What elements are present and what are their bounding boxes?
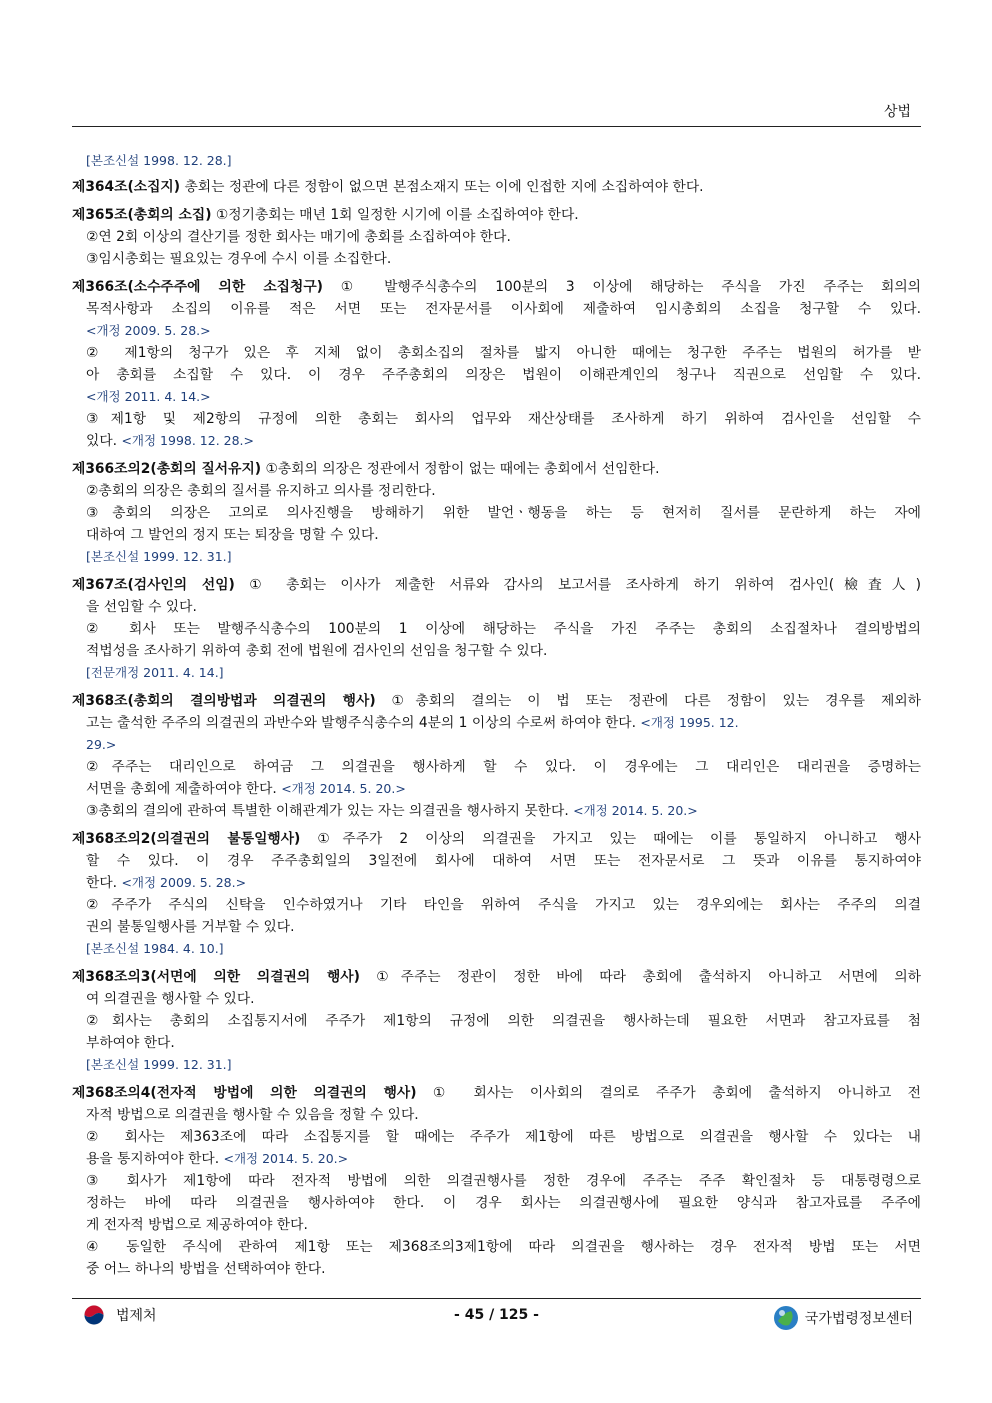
article-first-line xyxy=(72,176,921,198)
article-paragraph-line xyxy=(72,1148,921,1170)
article-first-line xyxy=(72,458,921,480)
amendment-note: 29.> xyxy=(86,737,117,752)
article-paragraph-line xyxy=(72,524,921,546)
amendment-note: [본조신설 1999. 12. 31.] xyxy=(86,549,232,564)
article-block xyxy=(72,276,921,452)
article-paragraph-line xyxy=(72,850,921,872)
article-paragraph-line xyxy=(72,1258,921,1280)
article-paragraph-line xyxy=(72,386,921,408)
article-text: 부하여야 한다. xyxy=(86,1035,175,1051)
article-first-line xyxy=(72,828,921,850)
article-heading: 제366조의2(총회의 질서유지) xyxy=(72,461,262,477)
article-heading: 제365조(총회의 소집) xyxy=(72,207,212,223)
article-text: ① 회사는 이사회의 결의로 주주가 총회에 출석하지 아니하고 전 xyxy=(416,1085,921,1101)
article-paragraph-line xyxy=(72,248,921,270)
article-heading: 제367조(검사인의 선임) xyxy=(72,577,235,593)
article-paragraph-line xyxy=(72,546,921,568)
article-paragraph-line xyxy=(72,502,921,524)
article-text: ④ 동일한 주식에 관하여 제1항 또는 제368조의3제1항에 따라 의결권을 행사하는 경우 전자적 방법 또는 서면 xyxy=(86,1239,921,1255)
amendment-note: <개정 2009. 5. 28.> xyxy=(121,875,247,890)
page-footer xyxy=(72,1305,921,1331)
article-block xyxy=(72,574,921,684)
article-paragraph-line xyxy=(72,1214,921,1236)
document-body xyxy=(72,150,921,1286)
article-text: 중 어느 하나의 방법을 선택하여야 한다. xyxy=(86,1261,326,1277)
article-text: 총회는 정관에 다른 정함이 없으면 본점소재지 또는 이에 인접한 지에 소집하여야 한다. xyxy=(180,179,704,195)
article-text: ①주주가 2 이상의 의결권을 가지고 있는 때에는 이를 통일하지 아니하고 행사 xyxy=(300,831,921,847)
article-text: ② 제1항의 청구가 있은 후 지체 없이 총회소집의 절차를 밟지 아니한 때에는 청구한 주주는 법원의 허가를 받 xyxy=(86,345,921,361)
article-text: ②회사는 총회의 소집통지서에 주주가 제1항의 규정에 의한 의결권을 행사하는데 필요한 서면과 참고자료를 첨 xyxy=(86,1013,921,1029)
amendment-note: <개정 2014. 5. 20.> xyxy=(223,1151,349,1166)
article-text: ① 발행주식총수의 100분의 3 이상에 해당하는 주식을 가진 주주는 회의의 xyxy=(322,279,922,295)
article-text: 할 수 있다. 이 경우 주주총회일의 3일전에 회사에 대하여 서면 또는 전자문서로 그 뜻과 이유를 통지하여야 xyxy=(86,853,921,869)
article-text: ③제1항 및 제2항의 규정에 의한 총회는 회사의 업무와 재산상태를 조사하게 하기 위하여 검사인을 선임할 수 xyxy=(86,411,921,427)
article-paragraph-line xyxy=(72,342,921,364)
article-heading: 제368조의3(서면에 의한 의결권의 행사) xyxy=(72,969,360,985)
ministry-label: 법제처 xyxy=(116,1308,157,1324)
article-text: ②주주가 주식의 신탁을 인수하였거나 기타 타인을 위하여 주식을 가지고 있는 경우외에는 회사는 주주의 의결 xyxy=(86,897,921,913)
globe-logo-icon xyxy=(773,1305,799,1331)
article-text: 서면을 총회에 제출하여야 한다. xyxy=(86,781,282,797)
article-paragraph-line xyxy=(72,408,921,430)
article-text: 용을 통지하여야 한다. xyxy=(86,1151,224,1167)
article-paragraph-line xyxy=(72,1054,921,1076)
article-text: ③총회의 의장은 고의로 의사진행을 방해하기 위한 발언ㆍ행동을 하는 등 현저히 질서를 문란하게 하는 자에 xyxy=(86,505,921,521)
article-block xyxy=(72,828,921,960)
article-paragraph-line xyxy=(72,320,921,342)
article-text: 목적사항과 소집의 이유를 적은 서면 또는 전자문서를 이사회에 제출하여 임시총회의 소집을 청구할 수 있다. xyxy=(86,301,921,317)
article-text: ③총회의 결의에 관하여 특별한 이해관계가 있는 자는 의결권을 행사하지 못한다. xyxy=(86,803,574,819)
amendment-note: <개정 1998. 12. 28.> xyxy=(121,433,254,448)
article-text: 권의 불통일행사를 거부할 수 있다. xyxy=(86,919,295,935)
article-text: ②연 2회 이상의 결산기를 정한 회사는 매기에 총회를 소집하여야 한다. xyxy=(86,229,511,245)
article-paragraph-line xyxy=(72,1192,921,1214)
article-paragraph-line xyxy=(72,1032,921,1054)
article-paragraph-line xyxy=(72,916,921,938)
article-paragraph-line xyxy=(72,1010,921,1032)
article-paragraph-line xyxy=(72,734,921,756)
article-block xyxy=(72,690,921,822)
pre-article-note: [본조신설 1998. 12. 28.] xyxy=(86,153,232,168)
article-text: 자적 방법으로 의결권을 행사할 수 있음을 정할 수 있다. xyxy=(86,1107,419,1123)
article-text: 적법성을 조사하기 위하여 총회 전에 법원에 검사인의 선임을 청구할 수 있다. xyxy=(86,643,548,659)
article-text: ①총회의 의장은 정관에서 정함이 없는 때에는 총회에서 선임한다. xyxy=(261,461,660,477)
article-paragraph-line xyxy=(72,640,921,662)
amendment-note: [전문개정 2011. 4. 14.] xyxy=(86,665,224,680)
article-text: ② 회사는 제363조에 따라 소집통지를 할 때에는 주주가 제1항에 따른 방법으로 의결권을 행사할 수 있다는 내 xyxy=(86,1129,921,1145)
article-heading: 제368조의2(의결권의 불통일행사) xyxy=(72,831,301,847)
amendment-note: [본조신설 1984. 4. 10.] xyxy=(86,941,224,956)
article-paragraph-line xyxy=(72,596,921,618)
article-text: ①총회의 결의는 이 법 또는 정관에 다른 정함이 있는 경우를 제외하 xyxy=(375,693,921,709)
article-block xyxy=(72,176,921,198)
article-text: ① 총회는 이사가 제출한 서류와 감사의 보고서를 조사하게 하기 위하여 검사인(檢査人) xyxy=(234,577,921,593)
article-paragraph-line xyxy=(72,1126,921,1148)
article-paragraph-line xyxy=(72,872,921,894)
law-info-center-label: 국가법령정보센터 xyxy=(804,1311,913,1327)
article-block xyxy=(72,204,921,270)
article-text: ②총회의 의장은 총회의 질서를 유지하고 의사를 정리한다. xyxy=(86,483,436,499)
article-first-line xyxy=(72,690,921,712)
footer-right xyxy=(773,1305,913,1331)
amendment-note: <개정 2011. 4. 14.> xyxy=(86,389,211,404)
article-text: ③ 회사가 제1항에 따라 전자적 방법에 의한 의결권행사를 정한 경우에 주주는 주주 확인절차 등 대통령령으로 xyxy=(86,1173,921,1189)
page-header-title: 상법 xyxy=(883,104,911,120)
article-paragraph-line xyxy=(72,756,921,778)
article-text: 아 총회를 소집할 수 있다. 이 경우 주주총회의 의장은 법원이 이해관계인의 청구나 직권으로 선임할 수 있다. xyxy=(86,367,921,383)
article-paragraph-line xyxy=(72,1104,921,1126)
amendment-note: <개정 1995. 12. xyxy=(640,715,739,730)
article-paragraph-line xyxy=(72,364,921,386)
article-paragraph-line xyxy=(72,894,921,916)
article-block xyxy=(72,458,921,568)
article-first-line xyxy=(72,574,921,596)
article-paragraph-line xyxy=(72,662,921,684)
article-text: 을 선임할 수 있다. xyxy=(86,599,197,615)
article-paragraph-line xyxy=(72,298,921,320)
article-heading: 제368조(총회의 결의방법과 의결권의 행사) xyxy=(72,693,376,709)
article-text: ①정기총회는 매년 1회 일정한 시기에 이를 소집하여야 한다. xyxy=(211,207,579,223)
article-paragraph-line xyxy=(72,778,921,800)
amendment-note: <개정 2009. 5. 28.> xyxy=(86,323,211,338)
article-paragraph-line xyxy=(72,712,921,734)
article-text: ②주주는 대리인으로 하여금 그 의결권을 행사하게 할 수 있다. 이 경우에는 그 대리인은 대리권을 증명하는 xyxy=(86,759,921,775)
article-first-line xyxy=(72,1082,921,1104)
article-text: 여 의결권을 행사할 수 있다. xyxy=(86,991,255,1007)
article-paragraph-line xyxy=(72,1236,921,1258)
article-text: ② 회사 또는 발행주식총수의 100분의 1 이상에 해당하는 주식을 가진 주주는 총회의 소집절차나 결의방법의 xyxy=(86,621,921,637)
article-text: ③임시총회는 필요있는 경우에 수시 이를 소집한다. xyxy=(86,251,392,267)
article-first-line xyxy=(72,966,921,988)
article-heading: 제366조(소수주주에 의한 소집청구) xyxy=(72,279,323,295)
article-text: 대하여 그 발언의 정지 또는 퇴장을 명할 수 있다. xyxy=(86,527,379,543)
article-paragraph-line xyxy=(72,226,921,248)
article-text: 한다. xyxy=(86,875,122,891)
article-text: ①주주는 정관이 정한 바에 따라 총회에 출석하지 아니하고 서면에 의하 xyxy=(359,969,921,985)
article-text: 정하는 바에 따라 의결권을 행사하여야 한다. 이 경우 회사는 의결권행사에 필요한 양식과 참고자료를 주주에 xyxy=(86,1195,921,1211)
article-paragraph-line xyxy=(72,1170,921,1192)
article-paragraph-line xyxy=(72,618,921,640)
article-paragraph-line xyxy=(72,800,921,822)
article-text: 있다. xyxy=(86,433,122,449)
article-heading: 제364조(소집지) xyxy=(72,179,181,195)
article-paragraph-line xyxy=(72,480,921,502)
article-block xyxy=(72,966,921,1076)
article-first-line xyxy=(72,204,921,226)
article-first-line xyxy=(72,276,921,298)
amendment-note: <개정 2014. 5. 20.> xyxy=(573,803,698,818)
amendment-note: <개정 2014. 5. 20.> xyxy=(281,781,406,796)
article-paragraph-line xyxy=(72,938,921,960)
article-text: 고는 출석한 주주의 의결권의 과반수와 발행주식총수의 4분의 1 이상의 수로써 하여야 한다. xyxy=(86,715,641,731)
header-divider xyxy=(72,126,921,127)
page-number: - 45 / 125 - xyxy=(454,1307,539,1323)
amendment-note: [본조신설 1999. 12. 31.] xyxy=(86,1057,232,1072)
article-block xyxy=(72,1082,921,1280)
article-paragraph-line xyxy=(72,988,921,1010)
article-heading: 제368조의4(전자적 방법에 의한 의결권의 행사) xyxy=(72,1085,417,1101)
article-paragraph-line xyxy=(72,430,921,452)
footer-divider xyxy=(72,1298,921,1299)
article-text: 게 전자적 방법으로 제공하여야 한다. xyxy=(86,1217,308,1233)
